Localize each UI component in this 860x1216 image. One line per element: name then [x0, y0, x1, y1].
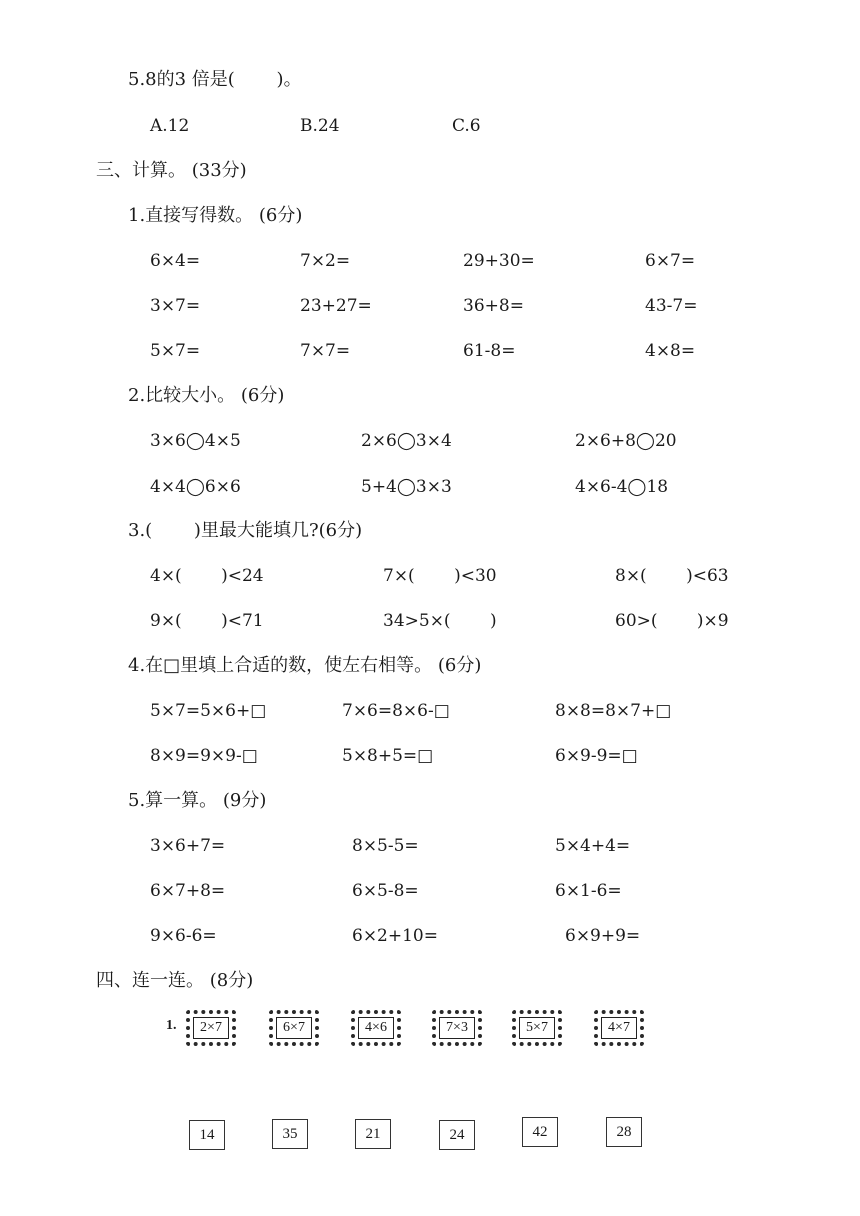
problem-item: 5×7=5×6+□ — [150, 701, 267, 721]
answer-box[interactable]: 28 — [606, 1117, 642, 1147]
problem-item: 6×7= — [645, 251, 696, 271]
part-1-title: 1.直接写得数。 (6分) — [128, 205, 303, 226]
problem-item: 8×( )<63 — [615, 566, 729, 586]
problem-item: 2×6+8◯20 — [575, 431, 677, 451]
problem-item: 4×( )<24 — [150, 566, 264, 586]
problem-item: 23+27= — [300, 296, 372, 316]
option-a: A.12 — [150, 116, 190, 136]
problem-item: 3×6+7= — [150, 836, 226, 856]
option-c: C.6 — [452, 116, 481, 136]
problem-item: 8×5-5= — [352, 836, 419, 856]
problem-item: 5×7= — [150, 341, 201, 361]
part-3-title: 3.( )里最大能填几?(6分) — [128, 520, 363, 541]
problem-item: 7×2= — [300, 251, 351, 271]
expression-card[interactable]: 4×7 — [594, 1010, 644, 1046]
problem-item: 8×8=8×7+□ — [555, 701, 672, 721]
problem-item: 5×8+5=□ — [342, 746, 434, 766]
problem-item: 60>( )×9 — [615, 611, 729, 631]
answer-box[interactable]: 21 — [355, 1119, 391, 1149]
problem-item: 6×2+10= — [352, 926, 438, 946]
problem-item: 5×4+4= — [555, 836, 631, 856]
part-5-title: 5.算一算。 (9分) — [128, 790, 267, 811]
problem-item: 29+30= — [463, 251, 535, 271]
section-4-title: 四、连一连。 (8分) — [96, 970, 254, 991]
problem-item: 2×6◯3×4 — [361, 431, 452, 451]
matching-label: 1. — [166, 1018, 177, 1033]
part-4-title: 4.在□里填上合适的数，使左右相等。 (6分) — [128, 655, 482, 676]
question-5-stem: 5.8的3 倍是( )。 — [128, 69, 302, 90]
problem-item: 4×8= — [645, 341, 696, 361]
expression-card[interactable]: 5×7 — [512, 1010, 562, 1046]
expression-card[interactable]: 4×6 — [351, 1010, 401, 1046]
problem-item: 7×7= — [300, 341, 351, 361]
problem-item: 4×4◯6×6 — [150, 477, 241, 497]
problem-item: 6×9+9= — [565, 926, 641, 946]
problem-item: 6×1-6= — [555, 881, 622, 901]
problem-item: 3×7= — [150, 296, 201, 316]
problem-item: 7×( )<30 — [383, 566, 497, 586]
option-b: B.24 — [300, 116, 340, 136]
section-3-title: 三、计算。 (33分) — [96, 160, 247, 181]
problem-item: 9×( )<71 — [150, 611, 264, 631]
problem-item: 5+4◯3×3 — [361, 477, 452, 497]
problem-item: 6×4= — [150, 251, 201, 271]
problem-item: 43-7= — [645, 296, 698, 316]
problem-item: 6×9-9=□ — [555, 746, 638, 766]
expression-card[interactable]: 7×3 — [432, 1010, 482, 1046]
problem-item: 34>5×( ) — [383, 611, 497, 631]
answer-box[interactable]: 42 — [522, 1117, 558, 1147]
problem-item: 61-8= — [463, 341, 516, 361]
answer-box[interactable]: 24 — [439, 1120, 475, 1150]
answer-box[interactable]: 35 — [272, 1119, 308, 1149]
problem-item: 7×6=8×6-□ — [342, 701, 450, 721]
problem-item: 9×6-6= — [150, 926, 217, 946]
expression-card[interactable]: 6×7 — [269, 1010, 319, 1046]
expression-card[interactable]: 2×7 — [186, 1010, 236, 1046]
problem-item: 6×7+8= — [150, 881, 226, 901]
problem-item: 4×6-4◯18 — [575, 477, 669, 497]
problem-item: 36+8= — [463, 296, 524, 316]
answer-box[interactable]: 14 — [189, 1120, 225, 1150]
part-2-title: 2.比较大小。 (6分) — [128, 385, 285, 406]
problem-item: 3×6◯4×5 — [150, 431, 241, 451]
problem-item: 6×5-8= — [352, 881, 419, 901]
problem-item: 8×9=9×9-□ — [150, 746, 258, 766]
